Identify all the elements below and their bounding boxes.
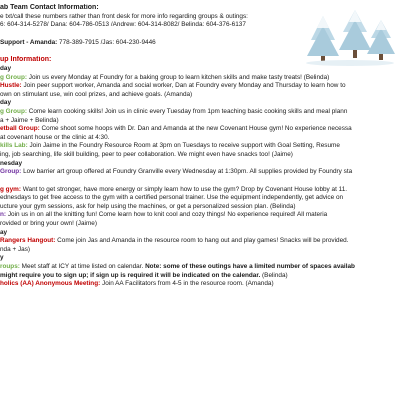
outings-label: roups: bbox=[0, 263, 20, 271]
lowbar-text: Low barrier art group offered at Foundry Granville every Wednesday at 1:30pm. All supplies provided by Foundry sta bbox=[21, 168, 353, 176]
day-thursday: ay bbox=[0, 228, 8, 236]
aa-meeting bbox=[0, 280, 400, 289]
basketball-label: etball Group: bbox=[0, 125, 40, 133]
basketball-text: Come shoot some hoops with Dr. Dan and Amanda at the new Covenant House gym! No experience necessa bbox=[39, 125, 352, 133]
hustle-continued: own on stimulant use, win cool prizes, and achieve goals. (Amanda) bbox=[0, 90, 193, 98]
knitting-group bbox=[0, 211, 400, 220]
lifeskills-group bbox=[0, 142, 400, 151]
basketball-group bbox=[0, 125, 400, 134]
gym-continued-2: ucture your gym sessions, ask for help using the machines, or get a personalized session plan. (Belinda) bbox=[0, 202, 296, 210]
cooking-group bbox=[0, 108, 400, 117]
support-line bbox=[0, 39, 400, 48]
support-numbers: 778-389-7915 /Jas: 604-230-9446 bbox=[57, 38, 156, 46]
lifeskills-continued: ing, job searching, life skill building, peer to peer collaboration. We might even have snacks too! (Jaime) bbox=[0, 150, 293, 158]
knitting-text: Join us in on all the knitting fun! Come learn how to knit cool and cozy things! No experience required! All materia bbox=[6, 211, 328, 219]
knitting-continued: rovided or bring your own! (Jaime) bbox=[0, 220, 97, 228]
day-friday: y bbox=[0, 254, 4, 262]
baking-text: Join us every Monday at Foundry for a baking group to learn kitchen skills and make tasty treats! (Belinda) bbox=[26, 73, 330, 81]
baking-group bbox=[0, 74, 400, 83]
cooking-text: Come learn cooking skills! Join us in clinic every Tuesday from 1pm teaching basic cooking skills and meal plann bbox=[26, 107, 348, 115]
aa-text: Join AA Facilitators from 4-5 in the resource room. (Amanda) bbox=[100, 280, 274, 288]
outings-note-tail: (Belinda) bbox=[260, 271, 288, 279]
rangers-continued: nda + Jas) bbox=[0, 245, 31, 253]
groups-heading: up Information: bbox=[0, 56, 52, 64]
gym-text: Want to get stronger, have more energy or simply learn how to use the gym? Drop by Covenant House lobby at 11. bbox=[20, 185, 348, 193]
outings-note: Note: some of these outings have a limited number of spaces availab bbox=[145, 263, 355, 271]
lifeskills-text: Join Jaime in the Foundry Resource Room at 3pm on Tuesdays to receive support with Goal Setting, Resume bbox=[27, 142, 340, 150]
contacts-intro: e txt/call these numbers rather than front desk for more info regarding groups & outings: bbox=[0, 12, 248, 20]
outings-note-continued: might require you to sign up; if sign up is required it will be indicated on the calendar. bbox=[0, 271, 261, 279]
basketball-continued: at covenant house or the clinic at 4:30. bbox=[0, 133, 110, 141]
hustle-label: Hustle: bbox=[0, 82, 22, 90]
rangers-label: Rangers Hangout: bbox=[0, 237, 56, 245]
rangers-group bbox=[0, 237, 400, 246]
day-tuesday: day bbox=[0, 99, 12, 107]
baking-label: g Group: bbox=[0, 73, 27, 81]
aa-label: holics (AA) Anonymous Meeting: bbox=[0, 280, 101, 288]
support-label: Support - Amanda: bbox=[0, 38, 58, 46]
contacts-heading: ab Team Contact Information: bbox=[0, 4, 99, 11]
day-monday: day bbox=[0, 64, 12, 72]
gym-continued-1: ednesdays to get free access to the gym with a certified personal trainer. Use the equipment independently, get advice on bbox=[0, 194, 344, 202]
knitting-label: n: bbox=[0, 211, 7, 219]
gym-label: g gym: bbox=[0, 185, 21, 193]
rangers-text: Come join Jas and Amanda in the resource room to hang out and play games! Snacks will be provided. bbox=[55, 237, 349, 245]
hustle-text: Join peer support worker, Amanda and social worker, Dan at Foundry every Monday and Thursday to learn how to bbox=[21, 82, 346, 90]
lifeskills-label: kills Lab: bbox=[0, 142, 28, 150]
outings-group bbox=[0, 263, 400, 272]
document-body bbox=[0, 4, 400, 289]
cooking-continued: a + Jaime + Belinda) bbox=[0, 116, 59, 124]
gym-group bbox=[0, 186, 400, 195]
outings-text: Meet staff at ICY at time listed on calendar. bbox=[19, 263, 146, 271]
lowbar-label: Group: bbox=[0, 168, 22, 176]
hustle-group bbox=[0, 82, 400, 91]
cooking-label: g Group: bbox=[0, 107, 27, 115]
day-wednesday: nesday bbox=[0, 159, 23, 167]
contacts-numbers: 6: 604-314-5278/ Dana: 604-786-0513 /Andrew: 604-314-8082/ Belinda: 604-376-6137 bbox=[0, 21, 246, 29]
lowbar-art-group bbox=[0, 168, 400, 177]
outings-continued bbox=[0, 272, 400, 281]
